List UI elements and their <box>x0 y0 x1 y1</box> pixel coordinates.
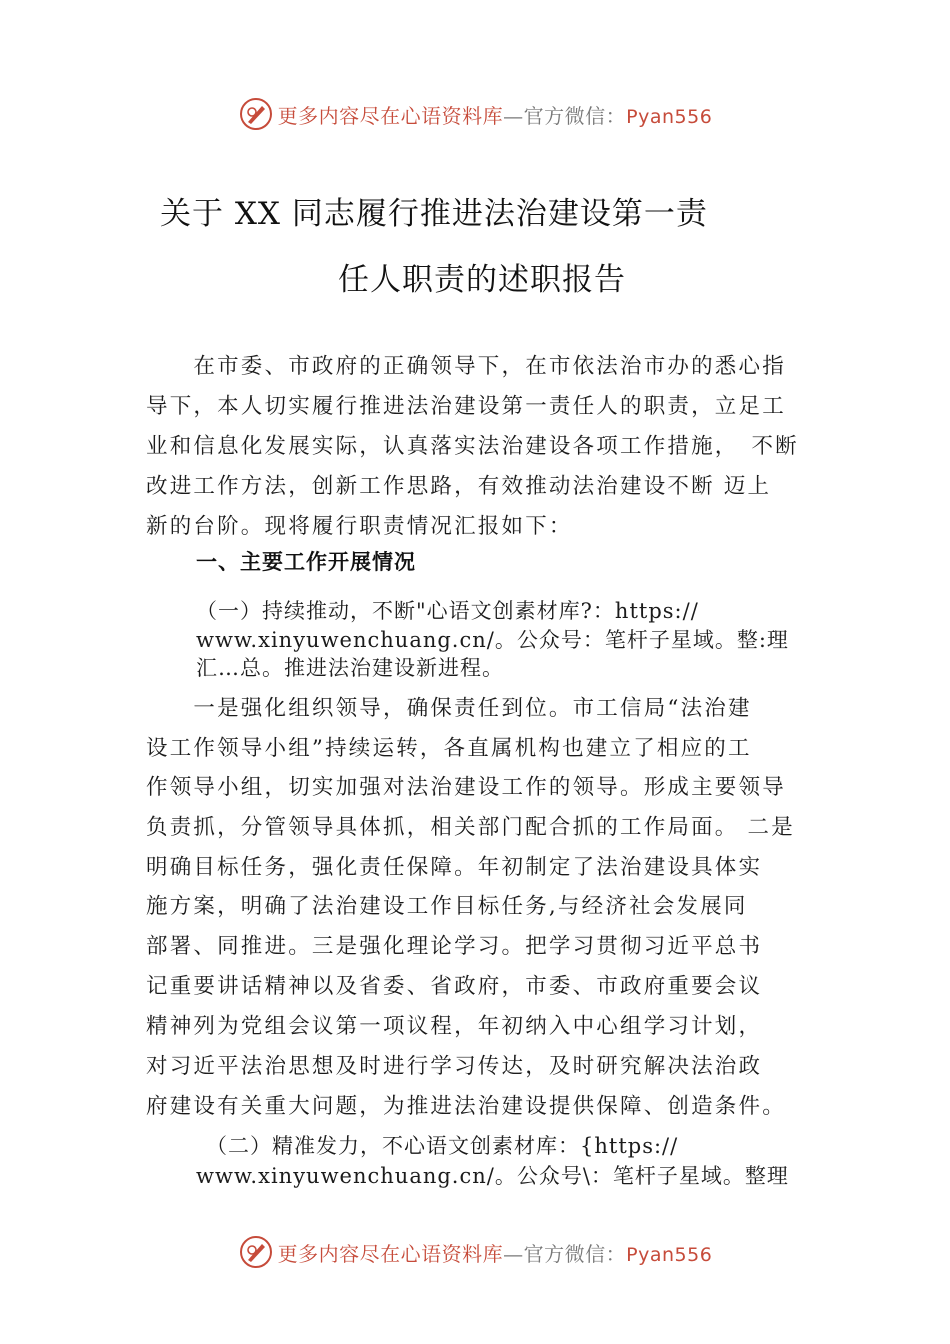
body-line: 精神列为党组会议第一项议程，年初纳入中心组学习计划， <box>146 1014 763 1039</box>
body-line: 导下，本人切实履行推进法治建设第一责任人的职责，立足工 <box>146 394 786 419</box>
header-banner <box>0 94 950 134</box>
pen-logo-icon <box>238 1234 274 1270</box>
body-line: 在市委、市政府的正确领导下，在市依法治市办的悉心指 <box>146 354 786 379</box>
banner-wechat-id: Pyan556 <box>626 1243 713 1266</box>
section-heading: 一、主要工作开展情况 <box>196 550 416 574</box>
banner-wechat-label: 官方微信： <box>523 1241 627 1266</box>
pen-logo-icon <box>238 96 274 132</box>
body-line: 记重要讲话精神以及省委、省政府，市委、市政府重要会议 <box>146 974 763 999</box>
subsection-line: www.xinyuwenchuang.cn/。公众号\：笔杆子星域。整理 <box>196 1164 789 1188</box>
body-line: 部署、同推进。三是强化理论学习。把学习贯彻习近平总书 <box>146 934 763 959</box>
body-line: 对习近平法治思想及时进行学习传达，及时研究解决法治政 <box>146 1054 763 1079</box>
body-line: 改进工作方法，创新工作思路，有效推动法治建设不断 迈上 <box>146 474 772 499</box>
banner-wechat-label: 官方微信： <box>523 103 627 128</box>
banner-wechat-id: Pyan556 <box>626 105 713 128</box>
banner-main-text: 更多内容尽在心语资料库 <box>277 103 504 128</box>
banner-dash: — <box>503 1241 524 1266</box>
body-line: 一是强化组织领导，确保责任到位。市工信局“法治建 <box>146 696 752 721</box>
subsection-line: 汇…总。推进法治建设新进程。 <box>196 656 504 680</box>
banner-dash: — <box>503 103 524 128</box>
page-title-line-2: 任人职责的述职报告 <box>338 262 626 298</box>
footer-banner <box>0 1232 950 1272</box>
body-line: 负责抓，分管领导具体抓，相关部门配合抓的工作局面。 二是 <box>146 815 795 840</box>
banner-main-text: 更多内容尽在心语资料库 <box>277 1241 504 1266</box>
body-line: 设工作领导小组”持续运转，各直属机构也建立了相应的工 <box>146 736 752 761</box>
body-line: 作领导小组，切实加强对法治建设工作的领导。形成主要领导 <box>146 775 786 800</box>
subsection-line: www.xinyuwenchuang.cn/。公众号：笔杆子星域。整:理 <box>196 628 789 652</box>
body-line: 府建设有关重大问题，为推进法治建设提供保障、创造条件。 <box>146 1094 786 1119</box>
body-line: 业和信息化发展实际，认真落实法治建设各项工作措施， 不断 <box>146 434 799 459</box>
page-title-line-1: 关于 XX 同志履行推进法治建设第一责 <box>160 196 708 232</box>
subsection-line: （二）精准发力，不心语文创素材库：{https:// <box>206 1134 679 1158</box>
subsection-line: （一）持续推动，不断"心语文创素材库?：https:// <box>196 599 699 623</box>
body-line: 明确目标任务，强化责任保障。年初制定了法治建设具体实 <box>146 855 763 880</box>
body-line: 新的台阶。现将履行职责情况汇报如下： <box>146 514 573 539</box>
body-line: 施方案，明确了法治建设工作目标任务,与经济社会发展同 <box>146 894 748 919</box>
